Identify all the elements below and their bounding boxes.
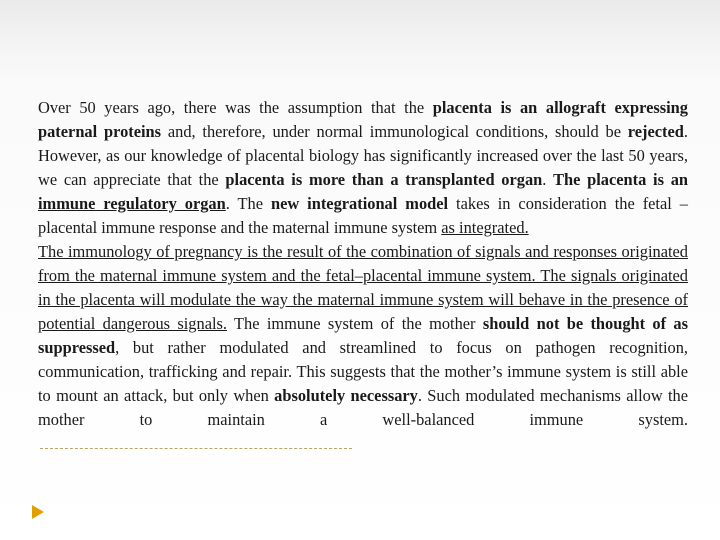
paragraph-immunology-of-pregnancy xyxy=(38,240,688,456)
text-span: . The xyxy=(225,194,271,213)
text-span: , but rather modulated and streamlined to focus on pathogen recognition, communication, trafficking and repair. This suggests that the mother’s immune system is still able to mount an attack, but only when xyxy=(38,338,688,405)
bullet-arrow-icon xyxy=(32,505,44,519)
text-span: and, therefore, under normal immunological conditions, should be xyxy=(161,122,628,141)
bold-new-integrational-model: new integrational model xyxy=(270,194,449,213)
bold-absolutely-necessary: absolutely necessary xyxy=(274,386,418,405)
bold-underlined-immune-regulatory-organ: immune regulatory organ xyxy=(38,194,226,213)
text-span: . Such modulated mechanisms allow the mother to maintain a well-balanced immune system. xyxy=(38,386,688,429)
slide-body-text xyxy=(38,96,688,456)
text-span: The immune system of the mother xyxy=(227,314,483,333)
underlined-signals-paragraph: The immunology of pregnancy is the result of the combination of signals and responses originated from the maternal immune system and the fetal–placental immune system. The signals originated in the placenta will modulate the way the maternal immune system will behave in the presence of potential dangerous signals. xyxy=(38,242,688,333)
text-span: . However, as our knowledge of placental biology has significantly increased over the last 50 years, we can appreciate that the xyxy=(38,122,688,189)
dotted-fill-line xyxy=(40,434,352,449)
bold-placenta-is-an: The placenta is an xyxy=(553,170,689,189)
bold-not-suppressed: should not be thought of as suppressed xyxy=(38,314,688,357)
paragraph-placenta-allograft xyxy=(38,96,688,240)
text-span: takes in consideration the fetal –placental immune response and the maternal immune system xyxy=(38,194,688,237)
text-span: . xyxy=(542,170,554,189)
underlined-as-integrated: as integrated. xyxy=(441,218,529,237)
text-span: Over 50 years ago, there was the assumption that the xyxy=(38,98,433,117)
bold-more-than-transplant: placenta is more than a transplanted organ xyxy=(225,170,543,189)
bold-rejected: rejected xyxy=(627,122,684,141)
bold-placenta-allograft: placenta is an allograft expressing paternal proteins xyxy=(38,98,688,141)
